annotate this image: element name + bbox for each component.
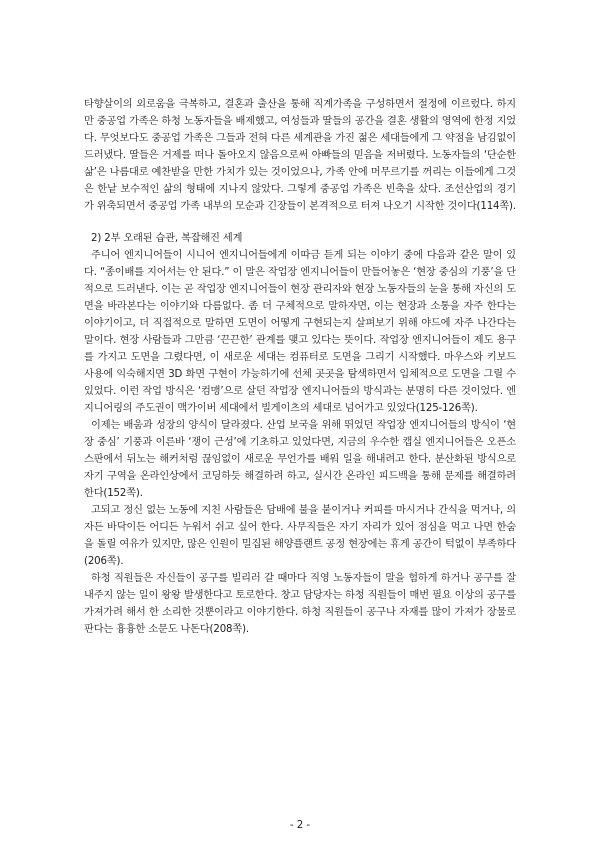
body-paragraph: 하청 직원들은 자신들이 공구를 빌리러 갈 때마다 직영 노동자들이 말을 험하게 하거나 공구를 잘 내주지 않는 일이 왕왕 발생한다고 토로한다. 창고 담당자는 하청 직원들이 매번 필요 이상의 공구를 가져가려 해서 한 소리한 것뿐이라고 이야기한다. 하청 직원들이 공구나 자재를 많이 가져가 장물로 판다는 흉흉한 소문도 나돈다(208쪽). bbox=[84, 573, 516, 635]
body-paragraph: 고되고 정신 없는 노동에 지친 사람들은 담배에 불을 붙이거나 커피를 마시거나 간식을 먹거나, 의자든 바닥이든 어디든 누워서 쉬고 싶어 한다. 사무직들은 자기 자리가 있어 점심을 먹고 나면 한숨을 돌릴 여유가 있지만, 많은 인원이 밀집된 해양플랜트 공정 현장에는 휴게 공간이 턱없이 부족하다(206쪽). bbox=[84, 505, 516, 567]
body-paragraph: 타향살이의 외로움을 극복하고, 결혼과 출산을 통해 직계가족을 구성하면서 절정에 이르렀다. 하지만 중공업 가족은 하청 노동자들을 배제했고, 여성들과 딸들의 공간을 결혼 생활의 영역에 한정 지었다. 무엇보다도 중공업 가족은 그들과 전혀 다른 세계관을 가진 젊은 세대들에게 그 약점을 남김없이 드러냈다. 딸들은 거제를 떠나 돌아오지 않음으로써 아빠들의 믿음을 저버렸다. 노동자들의 ‘단순한 삶’은 나름대로 예찬받을 만한 가치가 있는 것이었으나, 가족 안에 머무르기를 꺼리는 이들에게 그것은 한낱 보수적인 삶의 형태에 지나지 않았다. 그렇게 중공업 가족은 빈축을 샀다. 조선산업의 경기가 위축되면서 중공업 가족 내부의 모순과 긴장들이 본격적으로 터져 나오기 시작한 것이다(114쪽). bbox=[84, 99, 516, 212]
document-body bbox=[84, 96, 516, 638]
body-paragraph: 이제는 배움과 성장의 양식이 달라졌다. 산업 보국을 위해 뛰었던 작업장 엔지니어들의 방식이 ‘현장 중심’ 기풍과 이른바 ‘쟁이 근성’에 기초하고 있었다면, 지금의 우수한 캡실 엔지니어들은 오픈소스판에서 뒤노는 해커처럼 끊임없이 새로운 무언가를 배워 일을 해내려고 한다. 분산화된 방식으로 자기 구역을 온라인상에서 코딩하듯 해결하려 하고, 실시간 온라인 피드백을 통해 문제를 해결하려 한다(152쪽). bbox=[84, 420, 516, 499]
body-paragraph: 주니어 엔지니어들이 시니어 엔지니어들에게 이따금 듣게 되는 이야기 중에 다음과 같은 말이 있다. “종이배를 지어서는 안 된다.” 이 말은 작업장 엔지니어들이 만들어놓은 ‘현장 중심의 기풍’을 단적으로 드러낸다. 이는 곧 작업장 엔지니어들이 현장 관리자와 현장 노동자들의 눈을 통해 자신의 도면을 바라본다는 이야기와 다름없다. 좀 더 구체적으로 말하자면, 이는 현장과 소통을 자주 한다는 이야기이고, 더 직접적으로 말하면 도면이 어떻게 구현되는지 살펴보기 위해 야드에 자주 나간다는 말이다. 현장 사람들과 그만큼 ‘끈끈한’ 관계를 맺고 있다는 뜻이다. 작업장 엔지니어들이 제도 용구를 가지고 도면을 그렸다면, 이 새로운 세대는 컴퓨터로 도면을 그리기 시작했다. 마우스와 키보드 사용에 익숙해지면 3D 화면 구현이 가능하기에 선체 곳곳을 탐색하면서 입체적으로 도면을 그릴 수 있었다. 이런 작업 방식은 ‘컴맹’으로 살던 작업장 엔지니어들의 방식과는 분명히 다른 것이었다. 엔지니어링의 주도권이 맥가이버 세대에서 빌게이츠의 세대로 넘어가고 있었다(125-126쪽). bbox=[84, 250, 516, 414]
section-heading: 2) 2부 오래된 습관, 복잡해진 세계 bbox=[91, 233, 243, 244]
page-number: - 2 - bbox=[289, 820, 311, 831]
